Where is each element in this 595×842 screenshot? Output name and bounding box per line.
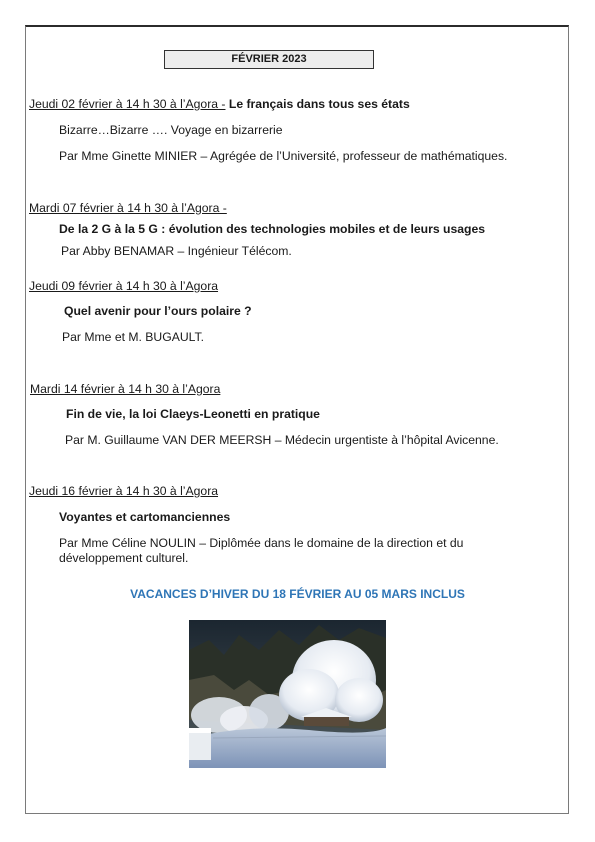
event-5-title: Voyantes et cartomanciennes [59, 510, 231, 524]
event-3-speaker: Par Mme et M. BUGAULT. [62, 330, 204, 344]
event-2-date: Mardi 07 février à 14 h 30 à l’Agora - [29, 201, 227, 215]
event-4-title: Fin de vie, la loi Claeys-Leonetti en pratique [66, 407, 320, 421]
month-title: FÉVRIER 2023 [164, 50, 374, 69]
event-4-speaker: Par M. Guillaume VAN DER MEERSH – Médecin urgentiste à l’hôpital Avicenne. [65, 433, 499, 447]
event-1-heading [29, 97, 410, 112]
event-1-date: Jeudi 02 février à 14 h 30 à l’Agora - [29, 97, 226, 111]
event-3-title: Quel avenir pour l’ours polaire ? [64, 304, 252, 318]
event-1-speaker: Par Mme Ginette MINIER – Agrégée de l’Université, professeur de mathématiques. [59, 149, 508, 163]
event-2-title: De la 2 G à la 5 G : évolution des technologies mobiles et de leurs usages [59, 222, 486, 236]
event-4-date: Mardi 14 février à 14 h 30 à l’Agora [30, 382, 221, 396]
event-2-speaker: Par Abby BENAMAR – Ingénieur Télécom. [61, 244, 292, 258]
event-5-speaker: Par Mme Céline NOULIN – Diplômée dans le domaine de la direction et du développement culturel. [59, 536, 464, 565]
winter-landscape-image [189, 620, 386, 768]
event-5-date: Jeudi 16 février à 14 h 30 à l’Agora [29, 484, 219, 498]
event-1-title: Le français dans tous ses états [228, 97, 410, 111]
event-1-subtitle: Bizarre…Bizarre …. Voyage en bizarrerie [59, 123, 283, 137]
holiday-banner: VACANCES D’HIVER DU 18 FÉVRIER AU 05 MARS INCLUS [130, 587, 465, 601]
event-3-date: Jeudi 09 février à 14 h 30 à l’Agora [29, 279, 219, 293]
